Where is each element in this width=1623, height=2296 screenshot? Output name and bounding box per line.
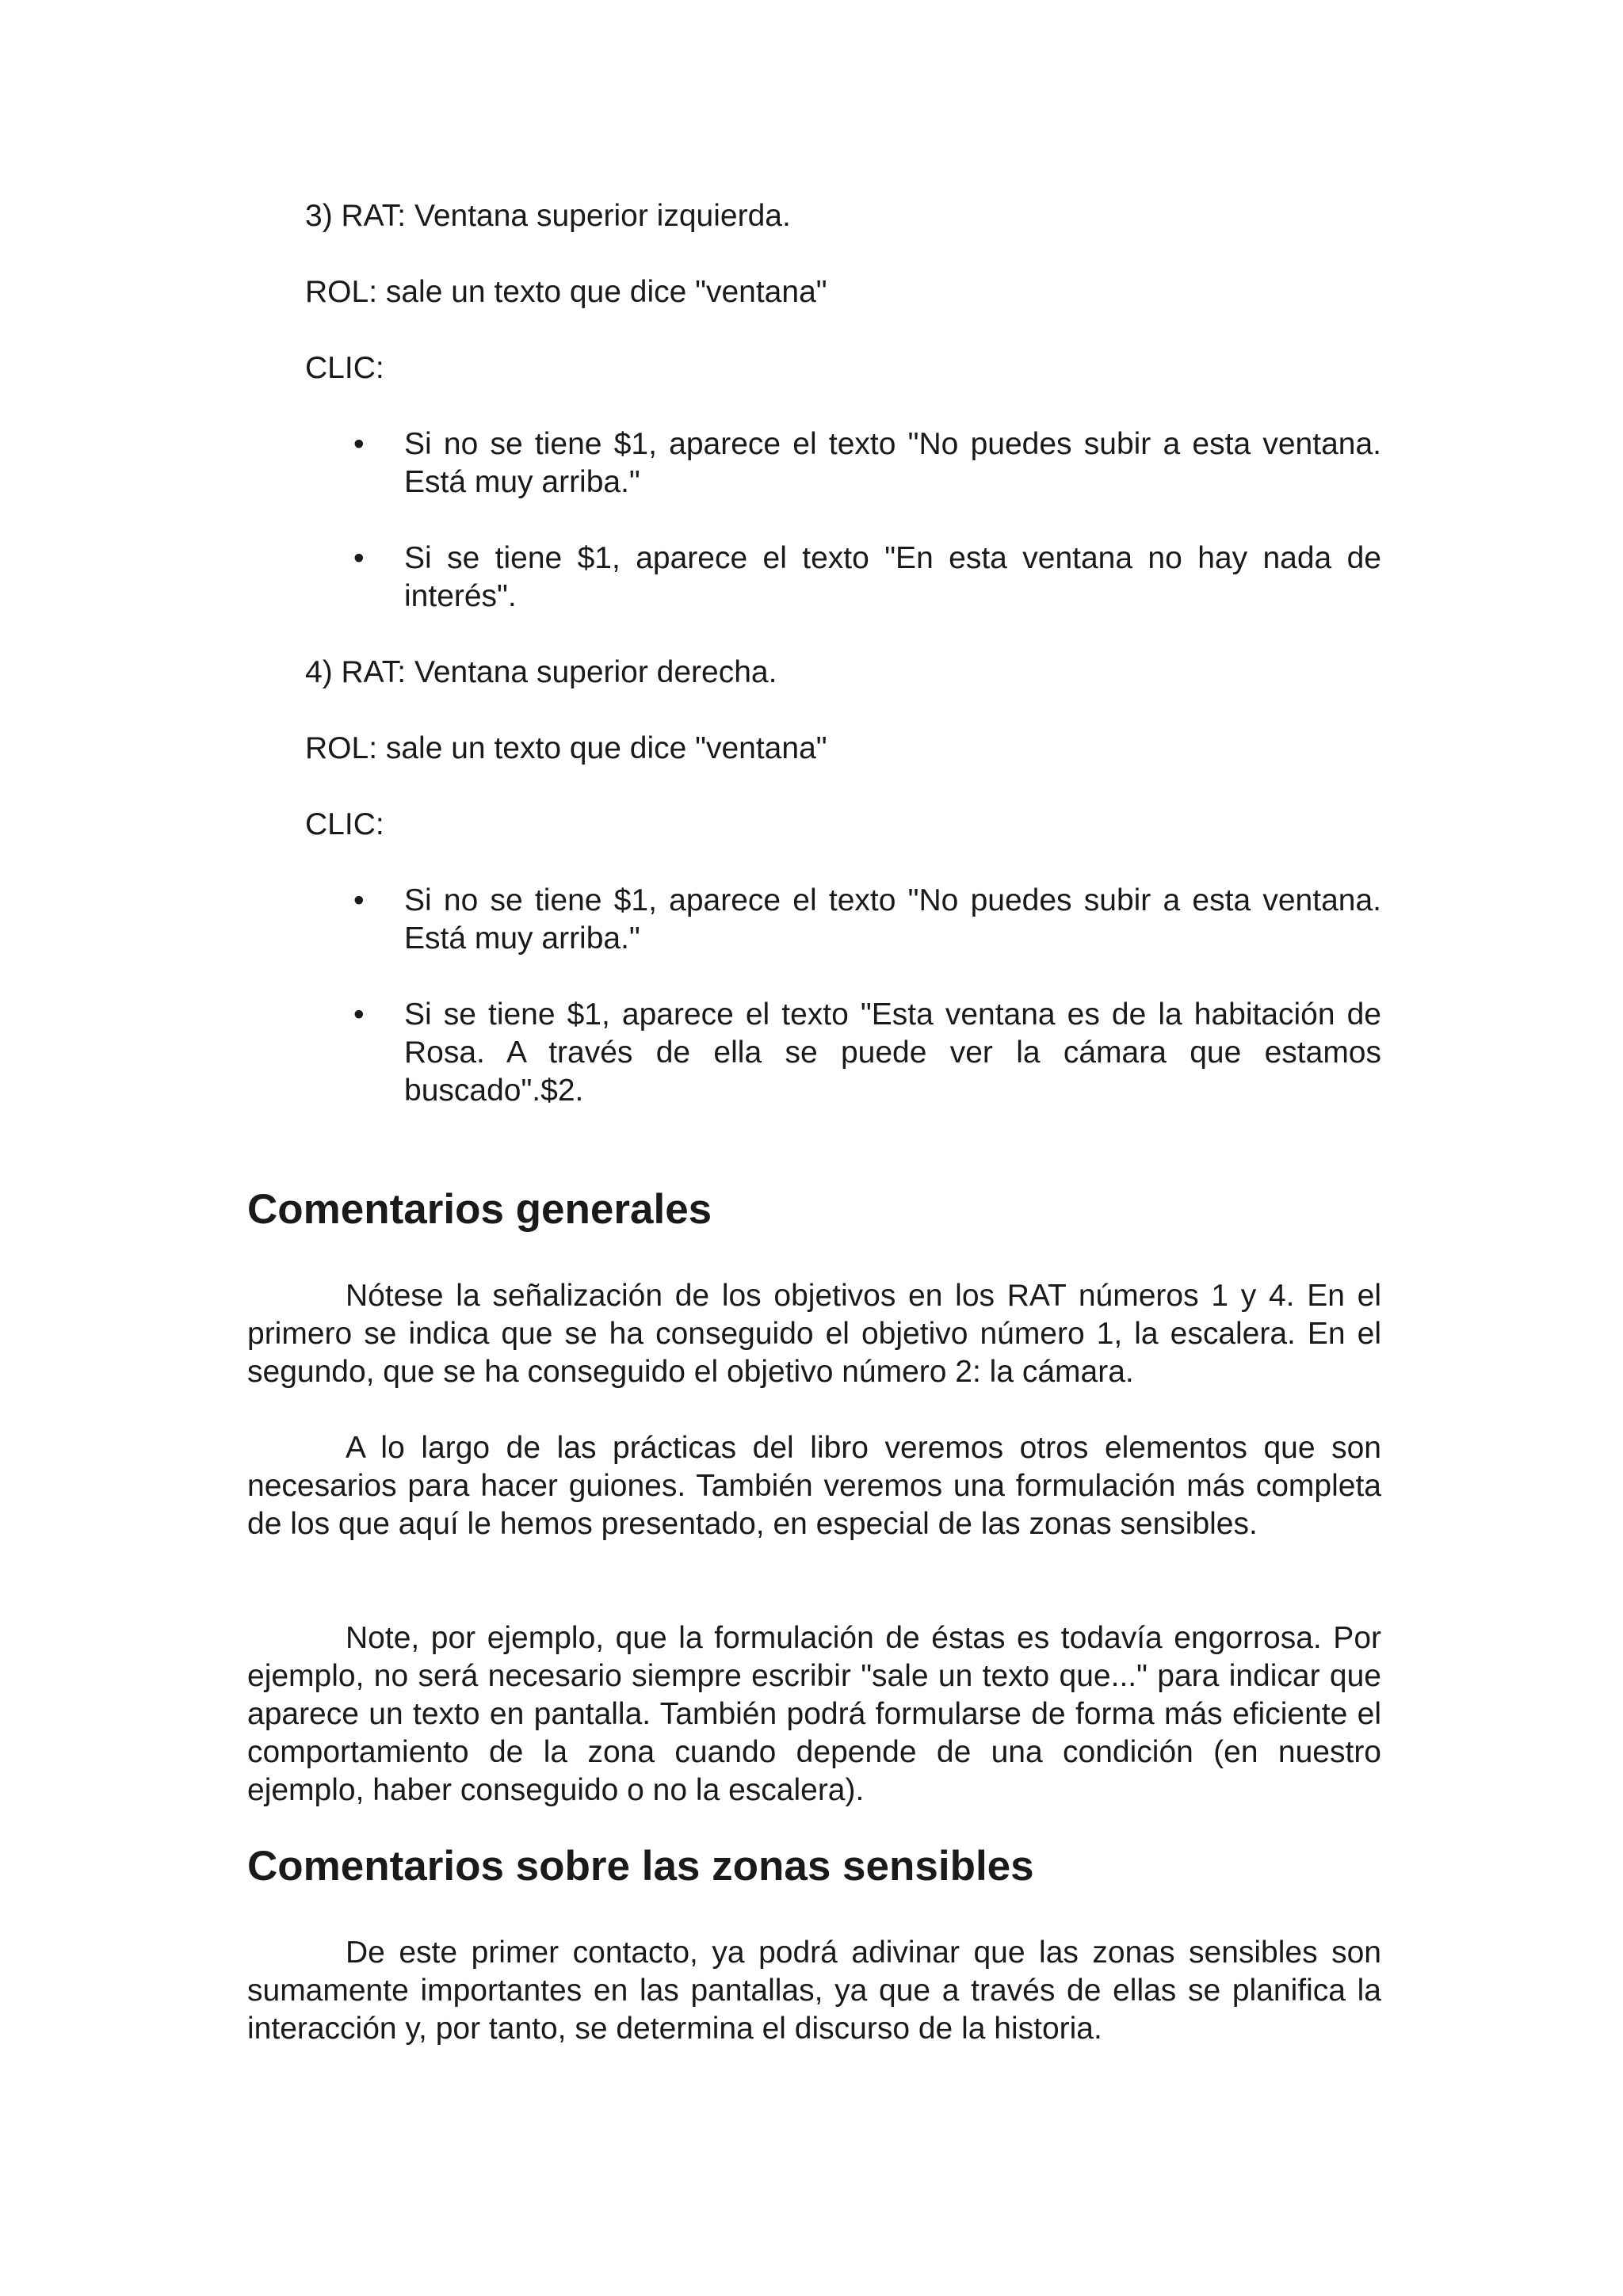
paragraph: De este primer contacto, ya podrá adivinar que las zonas sensibles son sumamente importantes en las pantallas, ya que a través de ellas se planifica la interacción y, por tanto, se determina el discurso de la historia. — [247, 1936, 1381, 2046]
bullet-dot: • — [353, 427, 365, 461]
paragraph: Note, por ejemplo, que la formulación de éstas es todavía engorrosa. Por ejemplo, no será necesario siempre escribir "sale un texto que..." para indicar que aparece un texto en pantalla. También podrá formularse de forma más eficiente el comportamiento de la zona cuando depende de una condición (en nuestro ejemplo, haber conseguido o no la escalera). — [247, 1621, 1381, 1807]
clic-4-line: CLIC: — [305, 807, 384, 841]
bullet-4-1: Si no se tiene $1, aparece el texto "No puedes subir a esta ventana. Está muy arriba." — [404, 883, 1381, 955]
section-heading-zones: Comentarios sobre las zonas sensibles — [247, 1843, 1034, 1890]
bullet-4-2: Si se tiene $1, aparece el texto "Esta ventana es de la habitación de Rosa. A través de ella se puede ver la cámara que estamos buscado".$2. — [404, 997, 1381, 1108]
clic-3-line: CLIC: — [305, 351, 384, 385]
rol-4-line: ROL: sale un texto que dice "ventana" — [305, 731, 827, 765]
rol-3-line: ROL: sale un texto que dice "ventana" — [305, 275, 827, 309]
paragraph: A lo largo de las prácticas del libro veremos otros elementos que son necesarios para hacer guiones. También veremos una formulación más completa de los que aquí le hemos presentado, en especial de las zonas sensibles. — [247, 1431, 1381, 1541]
rat-3-line: 3) RAT: Ventana superior izquierda. — [305, 199, 791, 233]
bullet-dot: • — [353, 883, 365, 917]
rat-4-line: 4) RAT: Ventana superior derecha. — [305, 655, 777, 689]
bullet-dot: • — [353, 997, 365, 1032]
bullet-3-1: Si no se tiene $1, aparece el texto "No puedes subir a esta ventana. Está muy arriba." — [404, 427, 1381, 499]
bullet-3-2: Si se tiene $1, aparece el texto "En esta ventana no hay nada de interés". — [404, 541, 1381, 613]
section-heading-general: Comentarios generales — [247, 1186, 712, 1233]
bullet-dot: • — [353, 541, 365, 575]
paragraph: Nótese la señalización de los objetivos en los RAT números 1 y 4. En el primero se indica que se ha conseguido el objetivo número 1, la escalera. En el segundo, que se ha conseguido el objetivo número 2: la cámara. — [247, 1279, 1381, 1389]
